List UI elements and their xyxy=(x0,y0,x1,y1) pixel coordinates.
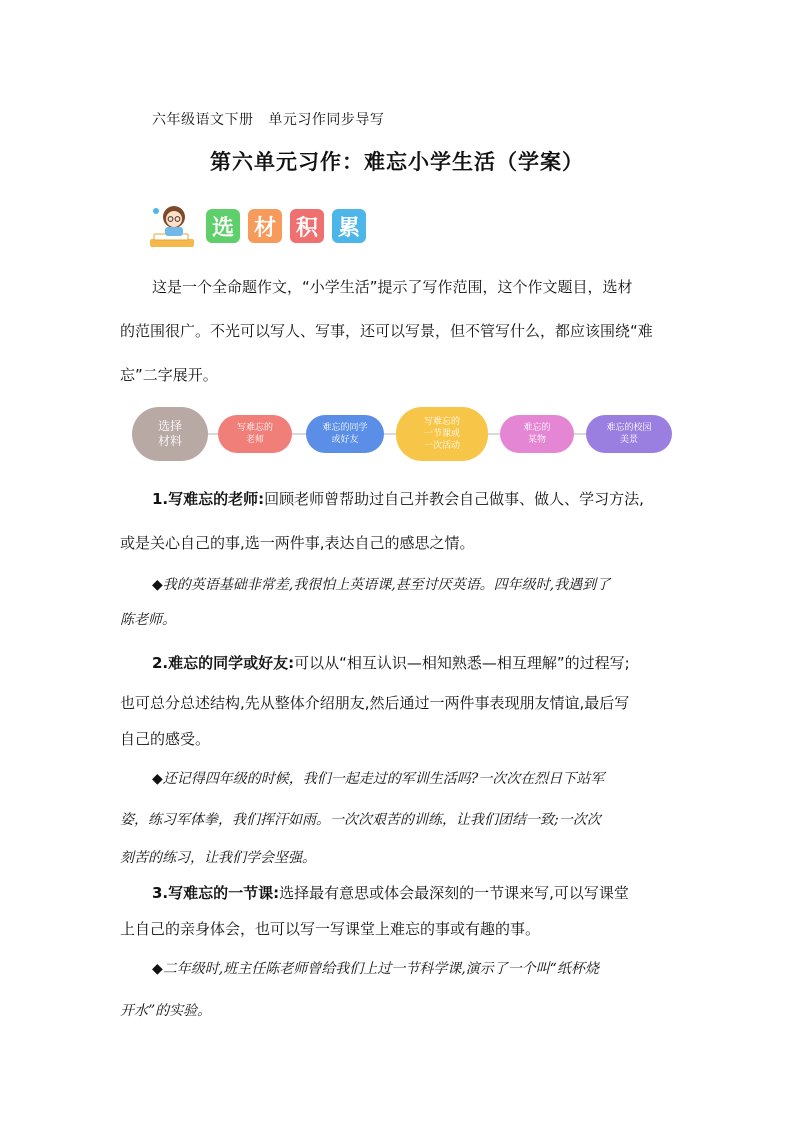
material-flow-diagram xyxy=(132,407,674,461)
flow-item-campus xyxy=(586,415,672,453)
section-2-example-line-2: 姿，练习军体拳，我们挥汗如雨。一次次艰苦的训练，让我们团结一致;一次次 xyxy=(120,812,601,828)
flow-item-class-activity xyxy=(396,407,488,461)
banner-tiles xyxy=(206,209,366,243)
intro-line-3: 忘”二字展开。 xyxy=(120,366,218,384)
section-2-text: 可以从“相互认识—相知熟悉—相互理解”的过程写; xyxy=(294,654,630,672)
section-3-example-line-1: ◆二年级时,班主任陈老师曾给我们上过一节科学课,演示了一个叫“纸杯烧 xyxy=(152,961,599,977)
flow-item-label: 写难忘的一节课或一次活动 xyxy=(423,417,460,451)
section-3-heading: 3.写难忘的一节课: xyxy=(152,884,280,902)
banner-tile-xuan: 选 xyxy=(206,209,240,243)
section-3-line-2: 上自己的亲身体会，也可以写一写课堂上难忘的事或有趣的事。 xyxy=(120,920,541,938)
section-1-line-2: 或是关心自己的事,选一两件事,表达自己的感思之情。 xyxy=(120,534,475,552)
document-title: 第六单元习作：难忘小学生活（学案） xyxy=(210,150,584,174)
banner-tile-lei: 累 xyxy=(332,209,366,243)
section-2-example-line-3: 刻苦的练习，让我们学会坚强。 xyxy=(120,850,316,866)
flow-item-teacher xyxy=(218,415,292,453)
section-2-line-3: 自己的感受。 xyxy=(120,730,211,748)
section-1-text: 回顾老师曾帮助过自己并教会自己做事、做人、学习方法, xyxy=(264,490,644,508)
intro-line-1: 这是一个全命题作文，“小学生活”提示了写作范围，这个作文题目，选材 xyxy=(152,278,633,296)
flow-item-label: 难忘的同学或好友 xyxy=(322,423,368,445)
flow-item-label: 难忘的校园美景 xyxy=(606,423,652,445)
section-3-line-1 xyxy=(152,882,629,903)
section-1-example-line-1: ◆我的英语基础非常差,我很怕上英语课,甚至讨厌英语。四年级时,我遇到了 xyxy=(152,577,611,593)
section-2-example-line-1: ◆还记得四年级的时候，我们一起走过的军训生活吗?一次次在烈日下站军 xyxy=(152,771,605,787)
section-1-example-line-2: 陈老师。 xyxy=(120,612,176,628)
intro-line-2: 的范围很广。不光可以写人、写事，还可以写景，但不管写什么，都应该围绕“难 xyxy=(120,322,653,340)
banner-tile-ji: 积 xyxy=(290,209,324,243)
banner-tile-cai: 材 xyxy=(248,209,282,243)
section-banner xyxy=(148,200,366,252)
document-header: 六年级语文下册 单元习作同步导写 xyxy=(152,112,385,128)
section-1-heading: 1.写难忘的老师: xyxy=(152,490,265,508)
section-1-line-1 xyxy=(152,488,644,509)
section-2-line-1 xyxy=(152,652,630,673)
section-2-heading: 2.难忘的同学或好友: xyxy=(152,654,295,672)
flow-item-label: 难忘的某物 xyxy=(523,423,551,445)
flow-root-label: 选择材料 xyxy=(157,419,182,448)
flow-item-object xyxy=(500,415,574,453)
flow-item-classmate xyxy=(306,415,384,453)
section-3-example-line-2: 开水”的实验。 xyxy=(120,1003,212,1019)
section-2-line-2: 也可总分总述结构,先从整体介绍朋友,然后通过一两件事表现朋友情谊,最后写 xyxy=(120,694,630,712)
section-3-text: 选择最有意思或体会最深刻的一节课来写,可以写课堂 xyxy=(279,884,629,902)
student-reading-icon xyxy=(148,201,200,251)
flow-item-label: 写难忘的老师 xyxy=(237,423,274,445)
flow-root xyxy=(132,407,208,461)
